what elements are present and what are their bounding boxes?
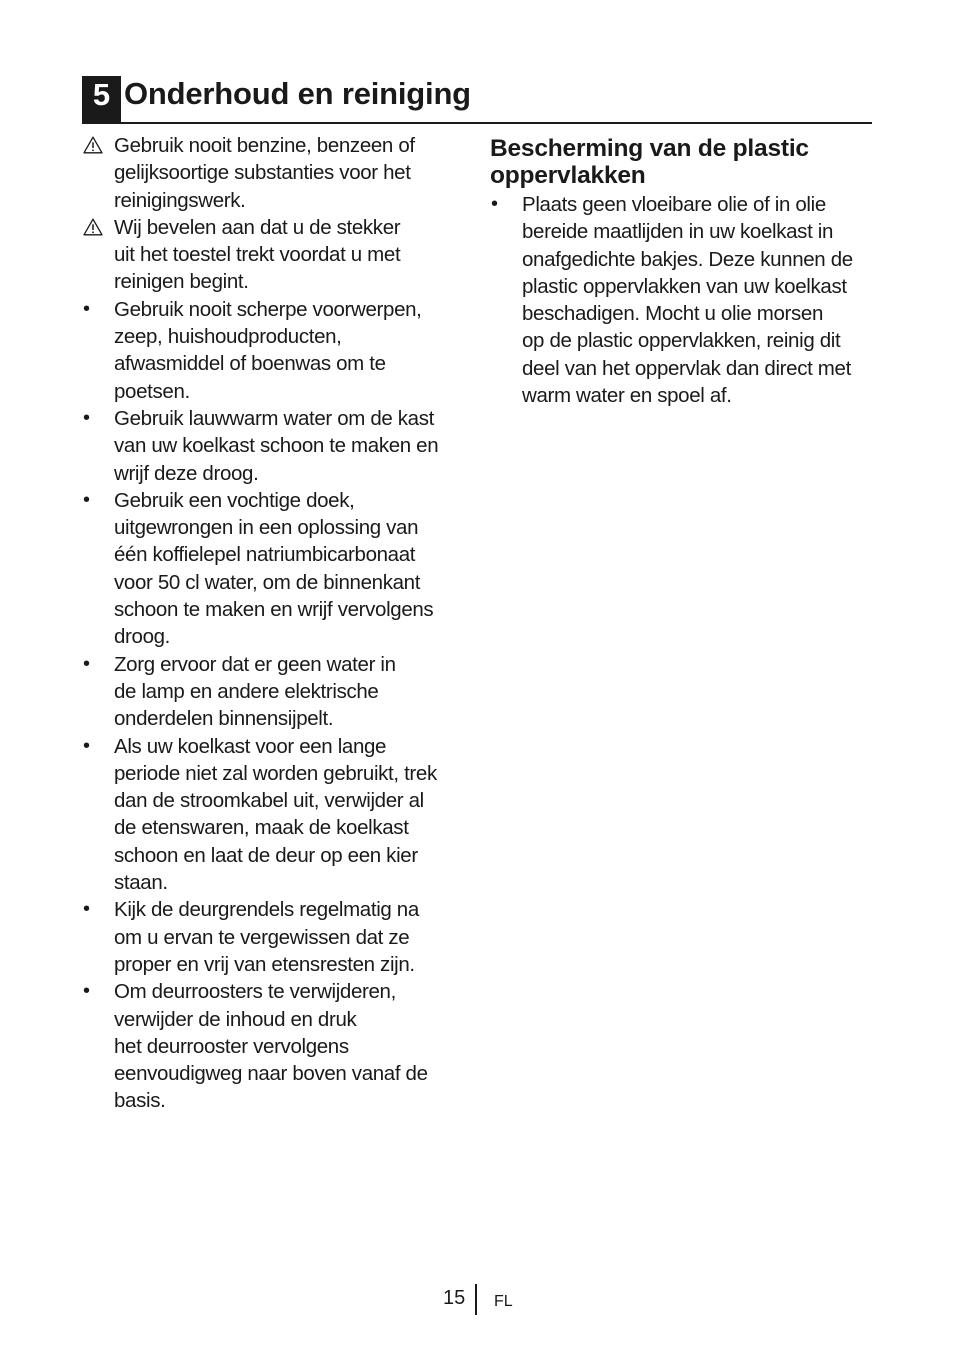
list-item-text: Zorg ervoor dat er geen water in de lamp en andere elektrische onderdelen binnensijpelt. — [114, 652, 396, 731]
warning-icon — [83, 218, 103, 236]
bullet-icon: • — [83, 488, 90, 511]
bullet-icon: • — [491, 193, 498, 215]
bullet-icon: • — [83, 898, 90, 921]
right-column — [490, 132, 875, 409]
list-item-text: Gebruik een vochtige doek, uitgewrongen in een oplossing van één koffielepel natriumbicarbonaat voor 50 cl water, om de binnenkant schoon te maken en wrijf vervolgens droog. — [114, 488, 434, 649]
list-item-text: Plaats geen vloeibare olie of in olie bereide maatlijden in uw koelkast in onafgedichte bakjes. Deze kunnen de plastic oppervlakken van uw koelkast beschadigen. Mocht u olie morsen op de plastic oppervlakken, reinig dit deel van het oppervlak dan direct met warm water en spoel af. — [522, 193, 853, 408]
list-item — [490, 191, 875, 409]
language-code: FL — [494, 1293, 513, 1310]
page-number: 15 — [443, 1287, 466, 1309]
list-item-text: Als uw koelkast voor een lange periode niet zal worden gebruikt, trek dan de stroomkabel uit, verwijder al de etenswaren, maak de koelkast schoon en laat de deur op een kier staan. — [114, 734, 437, 895]
bullet-icon: • — [83, 734, 90, 757]
section-list — [490, 191, 875, 409]
list-item — [82, 896, 462, 978]
section-heading: Bescherming van de plastic oppervlakken — [490, 135, 809, 189]
list-item — [82, 733, 462, 897]
list-item — [82, 214, 462, 296]
footer-divider — [475, 1284, 477, 1315]
bullet-icon: • — [83, 297, 90, 320]
chapter-heading — [82, 76, 872, 124]
list-item-text: Kijk de deurgrendels regelmatig na om u ervan te vergewissen dat ze proper en vrij van etensresten zijn. — [114, 898, 419, 976]
bullet-icon: • — [83, 980, 90, 1003]
list-item — [82, 132, 462, 214]
list-item-text: Om deurroosters te verwijderen, verwijder de inhoud en druk het deurrooster vervolgens eenvoudigweg naar boven vanaf de basis. — [114, 980, 428, 1113]
list-item — [82, 651, 462, 733]
list-item — [82, 487, 462, 651]
list-item — [82, 978, 462, 1114]
list-item-text: Gebruik lauwwarm water om de kast van uw koelkast schoon te maken en wrijf deze droog. — [114, 406, 439, 485]
bullet-icon: • — [83, 406, 90, 429]
warning-icon — [83, 136, 103, 154]
bullet-icon: • — [83, 652, 90, 675]
left-column — [82, 132, 462, 1115]
chapter-title: Onderhoud en reiniging — [124, 76, 471, 111]
chapter-number: 5 — [82, 76, 121, 122]
list-item — [82, 296, 462, 405]
list-item — [82, 405, 462, 487]
list-item-text: Gebruik nooit benzine, benzeen of gelijksoortige substanties voor het reinigingswerk. — [114, 134, 415, 212]
list-item-text: Wij bevelen aan dat u de stekker uit het toestel trekt voordat u met reinigen begint. — [114, 215, 401, 294]
list-item-text: Gebruik nooit scherpe voorwerpen, zeep, huishoudproducten, afwasmiddel of boenwas om te poetsen. — [114, 297, 422, 403]
